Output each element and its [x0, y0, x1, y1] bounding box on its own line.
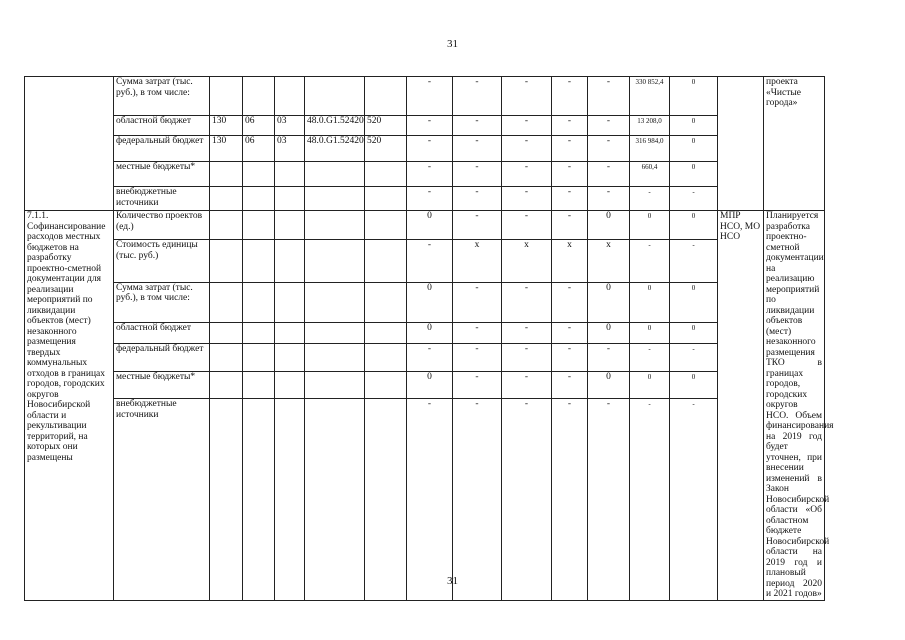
value-cell: -: [670, 187, 718, 211]
value-cell: -: [453, 116, 502, 136]
value-cell: 316 984,0: [630, 136, 670, 162]
value-cell: -: [407, 136, 453, 162]
value-cell: 0: [407, 211, 453, 240]
note-cell: проекта «Чистые города»: [764, 77, 825, 211]
value-cell: -: [453, 162, 502, 187]
pr-cell: [275, 282, 305, 322]
grbs-cell: [210, 322, 243, 343]
rz-cell: [243, 399, 275, 601]
value-cell: 0: [407, 282, 453, 322]
value-cell: -: [502, 372, 552, 399]
value-cell: -: [630, 187, 670, 211]
value-cell: -: [453, 399, 502, 601]
value-cell: 0: [670, 282, 718, 322]
value-cell: -: [552, 344, 588, 372]
value-cell: х: [453, 240, 502, 283]
pr-cell: 03: [275, 116, 305, 136]
grbs-cell: [210, 399, 243, 601]
vr-cell: 520: [365, 136, 407, 162]
rz-cell: [243, 211, 275, 240]
pr-cell: [275, 187, 305, 211]
value-cell: -: [407, 399, 453, 601]
value-cell: -: [453, 211, 502, 240]
rz-cell: [243, 322, 275, 343]
value-cell: -: [552, 372, 588, 399]
value-cell: -: [552, 77, 588, 116]
rz-cell: [243, 240, 275, 283]
rz-cell: [243, 282, 275, 322]
grbs-cell: [210, 187, 243, 211]
vr-cell: [365, 162, 407, 187]
vr-cell: [365, 282, 407, 322]
value-cell: -: [407, 162, 453, 187]
value-cell: -: [453, 187, 502, 211]
value-cell: х: [588, 240, 630, 283]
value-cell: -: [453, 136, 502, 162]
value-cell: -: [502, 399, 552, 601]
grbs-cell: [210, 211, 243, 240]
value-cell: 0: [670, 136, 718, 162]
program-table: [24, 76, 902, 601]
value-cell: -: [407, 116, 453, 136]
table-row: [25, 211, 902, 240]
value-cell: -: [552, 399, 588, 601]
vr-cell: [365, 344, 407, 372]
indicator-label: Стоимость единицы (тыс. руб.): [114, 240, 210, 283]
value-cell: 0: [670, 116, 718, 136]
csr-cell: [305, 162, 365, 187]
rz-cell: [243, 187, 275, 211]
value-cell: -: [588, 116, 630, 136]
grbs-cell: [210, 372, 243, 399]
value-cell: -: [407, 344, 453, 372]
value-cell: -: [453, 282, 502, 322]
value-cell: -: [588, 162, 630, 187]
indicator-label: местные бюджеты*: [114, 162, 210, 187]
grbs-cell: [210, 162, 243, 187]
value-cell: -: [588, 344, 630, 372]
indicator-label: Сумма затрат (тыс. руб.), в том числе:: [114, 77, 210, 116]
rz-cell: 06: [243, 116, 275, 136]
value-cell: 0: [588, 322, 630, 343]
pr-cell: [275, 162, 305, 187]
value-cell: -: [670, 240, 718, 283]
value-cell: 0: [670, 77, 718, 116]
grbs-cell: [210, 282, 243, 322]
csr-cell: [305, 211, 365, 240]
grbs-cell: [210, 77, 243, 116]
value-cell: 0: [588, 372, 630, 399]
value-cell: -: [453, 77, 502, 116]
indicator-label: Количество проектов (ед.): [114, 211, 210, 240]
value-cell: -: [502, 136, 552, 162]
note-cell: Планируется разработка проектно-сметной документации на реализацию мероприятий по ликвидации объектов (мест) незаконного размещения ТКО в границах городов, городских округов НСО. Объем финансирования на 2019 год будет уточнен, при внесении изменений в Закон Новосибирской области «Об областном бюджете Новосибирской области на 2019 год и плановый период 2020 и 2021 годов»: [764, 211, 825, 601]
value-cell: -: [630, 344, 670, 372]
value-cell: 13 208,0: [630, 116, 670, 136]
vr-cell: [365, 77, 407, 116]
value-cell: -: [588, 77, 630, 116]
vr-cell: [365, 240, 407, 283]
value-cell: -: [407, 77, 453, 116]
rz-cell: [243, 162, 275, 187]
value-cell: -: [407, 240, 453, 283]
csr-cell: 48.0.G1.52420: [305, 116, 365, 136]
pr-cell: 03: [275, 136, 305, 162]
csr-cell: [305, 372, 365, 399]
value-cell: -: [670, 344, 718, 372]
event-name-cell: [25, 77, 114, 211]
indicator-label: областной бюджет: [114, 116, 210, 136]
executor-cell: [718, 77, 764, 211]
value-cell: -: [453, 344, 502, 372]
page-number-bottom: 31: [447, 575, 458, 587]
indicator-label: внебюджетные источники: [114, 187, 210, 211]
grbs-cell: [210, 240, 243, 283]
value-cell: -: [552, 322, 588, 343]
value-cell: -: [552, 187, 588, 211]
value-cell: х: [502, 240, 552, 283]
value-cell: -: [588, 187, 630, 211]
value-cell: 0: [630, 372, 670, 399]
value-cell: 0: [407, 322, 453, 343]
rz-cell: [243, 77, 275, 116]
value-cell: 0: [588, 211, 630, 240]
vr-cell: [365, 187, 407, 211]
page-number-top: 31: [447, 38, 458, 50]
executor-cell: МПР НСО, МО НСО: [718, 211, 764, 601]
csr-cell: [305, 187, 365, 211]
pr-cell: [275, 372, 305, 399]
csr-cell: 48.0.G1.52420: [305, 136, 365, 162]
indicator-label: внебюджетные источники: [114, 399, 210, 601]
value-cell: -: [552, 116, 588, 136]
value-cell: 330 852,4: [630, 77, 670, 116]
value-cell: 0: [588, 282, 630, 322]
value-cell: -: [407, 187, 453, 211]
value-cell: -: [552, 282, 588, 322]
value-cell: 0: [630, 211, 670, 240]
rz-cell: 06: [243, 136, 275, 162]
value-cell: -: [502, 77, 552, 116]
value-cell: -: [453, 322, 502, 343]
value-cell: 660,4: [630, 162, 670, 187]
value-cell: -: [552, 211, 588, 240]
indicator-label: Сумма затрат (тыс. руб.), в том числе:: [114, 282, 210, 322]
vr-cell: [365, 211, 407, 240]
value-cell: -: [588, 399, 630, 601]
csr-cell: [305, 399, 365, 601]
csr-cell: [305, 322, 365, 343]
value-cell: -: [453, 372, 502, 399]
value-cell: -: [630, 399, 670, 601]
pr-cell: [275, 211, 305, 240]
value-cell: -: [552, 136, 588, 162]
pr-cell: [275, 77, 305, 116]
pr-cell: [275, 399, 305, 601]
value-cell: -: [630, 240, 670, 283]
vr-cell: [365, 372, 407, 399]
csr-cell: [305, 282, 365, 322]
indicator-label: федеральный бюджет: [114, 344, 210, 372]
csr-cell: [305, 77, 365, 116]
value-cell: 0: [670, 211, 718, 240]
vr-cell: [365, 399, 407, 601]
value-cell: -: [502, 322, 552, 343]
rz-cell: [243, 372, 275, 399]
csr-cell: [305, 240, 365, 283]
grbs-cell: [210, 344, 243, 372]
value-cell: -: [502, 162, 552, 187]
pr-cell: [275, 240, 305, 283]
value-cell: -: [502, 211, 552, 240]
value-cell: 0: [670, 322, 718, 343]
grbs-cell: 130: [210, 116, 243, 136]
value-cell: 0: [670, 372, 718, 399]
value-cell: 0: [407, 372, 453, 399]
value-cell: -: [502, 116, 552, 136]
vr-cell: [365, 322, 407, 343]
value-cell: 0: [630, 282, 670, 322]
event-name-cell: 7.1.1. Софинансирование расходов местных бюджетов на разработку проектно-сметной документации для реализации мероприятий по ликвидации объектов (мест) незаконного размещения твердых коммунальных отходов в границах городов, городских округов Новосибирской области и рекультивации территорий, на которых они размещены: [25, 211, 114, 601]
indicator-label: федеральный бюджет: [114, 136, 210, 162]
value-cell: -: [670, 399, 718, 601]
value-cell: 0: [670, 162, 718, 187]
value-cell: -: [502, 282, 552, 322]
vr-cell: 520: [365, 116, 407, 136]
value-cell: -: [502, 344, 552, 372]
rz-cell: [243, 344, 275, 372]
csr-cell: [305, 344, 365, 372]
value-cell: -: [502, 187, 552, 211]
pr-cell: [275, 344, 305, 372]
grbs-cell: 130: [210, 136, 243, 162]
value-cell: -: [552, 162, 588, 187]
value-cell: -: [588, 136, 630, 162]
value-cell: 0: [630, 322, 670, 343]
indicator-label: областной бюджет: [114, 322, 210, 343]
table-row: [25, 77, 902, 116]
pr-cell: [275, 322, 305, 343]
indicator-label: местные бюджеты*: [114, 372, 210, 399]
value-cell: х: [552, 240, 588, 283]
